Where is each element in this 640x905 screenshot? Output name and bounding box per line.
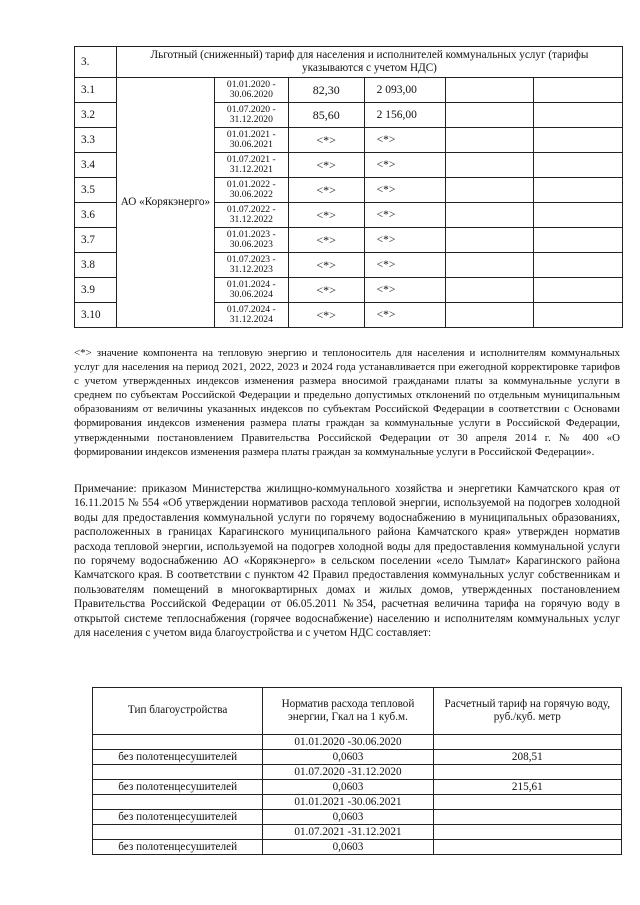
- hw-type: без полотенцесушителей: [93, 750, 263, 765]
- hw-norm: 0,0603: [263, 750, 433, 765]
- value-cell-2: <*>: [364, 128, 446, 153]
- hw-norm: 0,0603: [263, 840, 433, 855]
- empty-cell: [446, 253, 534, 278]
- value-cell-2: <*>: [364, 203, 446, 228]
- row-number: 3.6: [75, 203, 117, 228]
- hw-header-norm: Норматив расхода тепловой энергии, Гкал на 1 куб.м.: [263, 688, 433, 735]
- period-cell: 01.01.2022 - 30.06.2022: [214, 178, 288, 203]
- empty-cell: [446, 103, 534, 128]
- empty-cell: [446, 78, 534, 103]
- value-cell-1: 82,30: [288, 78, 364, 103]
- period-cell: 01.07.2024 - 31.12.2024: [214, 303, 288, 328]
- hw-tariff: 215,61: [433, 780, 621, 795]
- row-number: 3.2: [75, 103, 117, 128]
- empty-cell: [93, 765, 263, 780]
- empty-cell: [534, 203, 623, 228]
- hw-tariff: 208,51: [433, 750, 621, 765]
- row-number: 3.7: [75, 228, 117, 253]
- period-cell: 01.01.2024 - 30.06.2024: [214, 278, 288, 303]
- value-cell-1: <*>: [288, 303, 364, 328]
- value-cell-1: <*>: [288, 228, 364, 253]
- value-cell-1: <*>: [288, 153, 364, 178]
- hw-type: без полотенцесушителей: [93, 780, 263, 795]
- empty-cell: [534, 103, 623, 128]
- empty-cell: [433, 825, 621, 840]
- row-number: 3.10: [75, 303, 117, 328]
- value-cell-1: <*>: [288, 278, 364, 303]
- value-cell-2: 2 093,00: [364, 78, 446, 103]
- hw-header-row: [93, 688, 622, 735]
- hw-value-row: [93, 840, 622, 855]
- empty-cell: [433, 765, 621, 780]
- value-cell-1: <*>: [288, 253, 364, 278]
- hw-norm: 0,0603: [263, 810, 433, 825]
- empty-cell: [534, 253, 623, 278]
- hw-header-type: Тип благоустройства: [93, 688, 263, 735]
- period-cell: 01.01.2023 - 30.06.2023: [214, 228, 288, 253]
- period-cell: 01.07.2023 - 31.12.2023: [214, 253, 288, 278]
- row-number: 3.3: [75, 128, 117, 153]
- value-cell-1: <*>: [288, 128, 364, 153]
- value-cell-1: 85,60: [288, 103, 364, 128]
- footnote: <*> значение компонента на тепловую энергию и теплоноситель для населения и исполнителям коммунальных услуг для населения на период 2021, 2022, 2023 и 2024 года устанавливается при ежегодной корректировке тарифов с учетом утвержденных индексов изменения размера вносимой гражданами платы за коммунальные услуги в среднем по субъектам Российской Федерации и предельно допустимых отклонений по отдельным муниципальным образованиям от величины указанных индексов по субъектам Российской Федерации в соответствии с Основами формирования индексов изменения размера платы граждан за коммунальные услуги в Российской Федерации, утвержденными постановлением Правительства Российской Федерации от 30 апреля 2014 г. № 400 «О формировании индексов изменения размера платы граждан за коммунальные услуги в Российской Федерации».: [74, 347, 620, 458]
- value-cell-1: <*>: [288, 178, 364, 203]
- empty-cell: [446, 128, 534, 153]
- empty-cell: [93, 795, 263, 810]
- hw-value-row: [93, 750, 622, 765]
- tariff-table: [74, 46, 623, 328]
- hw-tariff: [433, 810, 621, 825]
- hw-tariff: [433, 840, 621, 855]
- empty-cell: [534, 278, 623, 303]
- period-cell: 01.01.2021 - 30.06.2021: [214, 128, 288, 153]
- hw-period: 01.07.2020 -31.12.2020: [263, 765, 433, 780]
- empty-cell: [534, 128, 623, 153]
- tariff-row: [75, 78, 623, 103]
- section-title: Льготный (сниженный) тариф для населения и исполнителей коммунальных услуг (тарифы указываются с учетом НДС): [116, 47, 622, 78]
- value-cell-2: <*>: [364, 178, 446, 203]
- empty-cell: [93, 825, 263, 840]
- row-number: 3.9: [75, 278, 117, 303]
- row-number: 3.8: [75, 253, 117, 278]
- tariff-header-row: [75, 47, 623, 78]
- period-cell: 01.07.2021 - 31.12.2021: [214, 153, 288, 178]
- value-cell-2: <*>: [364, 303, 446, 328]
- organization-name: АО «Корякэнерго»: [116, 78, 214, 328]
- period-cell: 01.07.2020 - 31.12.2020: [214, 103, 288, 128]
- hw-header-tariff: Расчетный тариф на горячую воду, руб./куб. метр: [433, 688, 621, 735]
- empty-cell: [446, 153, 534, 178]
- empty-cell: [446, 178, 534, 203]
- hw-period-row: [93, 735, 622, 750]
- hw-value-row: [93, 810, 622, 825]
- value-cell-2: <*>: [364, 278, 446, 303]
- empty-cell: [93, 735, 263, 750]
- hw-type: без полотенцесушителей: [93, 840, 263, 855]
- value-cell-2: <*>: [364, 228, 446, 253]
- empty-cell: [534, 178, 623, 203]
- empty-cell: [446, 303, 534, 328]
- hw-period: 01.01.2020 -30.06.2020: [263, 735, 433, 750]
- empty-cell: [534, 78, 623, 103]
- period-cell: 01.01.2020 - 30.06.2020: [214, 78, 288, 103]
- hw-period-row: [93, 825, 622, 840]
- row-number: 3.1: [75, 78, 117, 103]
- hw-period: 01.07.2021 -31.12.2021: [263, 825, 433, 840]
- period-cell: 01.07.2022 - 31.12.2022: [214, 203, 288, 228]
- note-paragraph: Примечание: приказом Министерства жилищно-коммунального хозяйства и энергетики Камчатского края от 16.11.2015 № 554 «Об утверждении нормативов расхода тепловой энергии, используемой на подогрев холодной воды для предоставления коммунальной услуги по горячему водоснабжению в муниципальных образованиях, расположенных в границах Карагинского муниципального района Камчатского края» утвержден норматив расхода тепловой энергии, используемой на подогрев холодной воды для предоставления коммунальной услуги по горячему водоснабжению АО «Корякэнерго» в сельском поселении «село Тымлат» Карагинского района Камчатского края. В соответствии с пунктом 42 Правил предоставления коммунальных услуг собственникам и пользователям помещений в многоквартирных домах и жилых домов, утвержденных постановлением Правительства Российской Федерации от 06.05.2011 №354, расчетная величина тарифа на горячую воду в открытой системе теплоснабжения (горячее водоснабжение) населению и исполнителям коммунальных услуг для населения с учетом вида благоустройства и с учетом НДС составляет:: [74, 483, 620, 640]
- empty-cell: [433, 795, 621, 810]
- value-cell-2: 2 156,00: [364, 103, 446, 128]
- empty-cell: [534, 303, 623, 328]
- row-number: 3.5: [75, 178, 117, 203]
- empty-cell: [446, 228, 534, 253]
- empty-cell: [534, 153, 623, 178]
- empty-cell: [534, 228, 623, 253]
- value-cell-2: <*>: [364, 253, 446, 278]
- row-number: 3.4: [75, 153, 117, 178]
- hw-type: без полотенцесушителей: [93, 810, 263, 825]
- empty-cell: [433, 735, 621, 750]
- hw-period-row: [93, 795, 622, 810]
- empty-cell: [446, 203, 534, 228]
- hw-period: 01.01.2021 -30.06.2021: [263, 795, 433, 810]
- hw-period-row: [93, 765, 622, 780]
- hot-water-table: [92, 687, 622, 855]
- hw-norm: 0,0603: [263, 780, 433, 795]
- hw-value-row: [93, 780, 622, 795]
- section-number: 3.: [75, 47, 117, 78]
- value-cell-2: <*>: [364, 153, 446, 178]
- empty-cell: [446, 278, 534, 303]
- value-cell-1: <*>: [288, 203, 364, 228]
